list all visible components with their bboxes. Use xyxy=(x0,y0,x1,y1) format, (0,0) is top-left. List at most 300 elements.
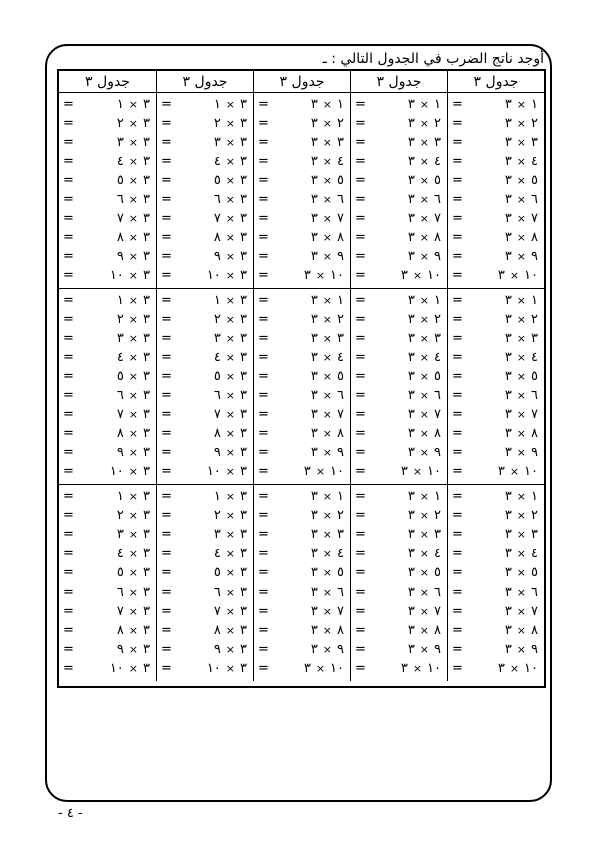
multiplication-problem xyxy=(63,230,150,246)
multiplier-value: ٣ xyxy=(504,230,512,246)
times-sign: × xyxy=(509,269,520,283)
multiplier-value: ٣ xyxy=(240,292,247,308)
equals-sign: = xyxy=(258,388,269,404)
row-number: ٣ xyxy=(116,330,124,346)
multiplication-problem xyxy=(258,585,344,601)
row-number: ١ xyxy=(116,96,124,112)
multiplication-problem xyxy=(452,642,538,658)
multiplier-value: ٣ xyxy=(240,115,247,131)
row-number: ٨ xyxy=(337,426,344,442)
equals-sign: = xyxy=(258,330,269,346)
times-sign: × xyxy=(225,604,236,618)
row-number: ١٠ xyxy=(427,268,441,284)
times-sign: × xyxy=(516,212,527,226)
multiplication-problem xyxy=(452,268,538,284)
multiplication-problem xyxy=(452,331,538,347)
equals-sign: = xyxy=(452,211,463,227)
row-number: ٣ xyxy=(116,134,124,150)
problem-expression xyxy=(311,508,344,524)
row-number: ٢ xyxy=(337,311,344,327)
multiplier-value: ٣ xyxy=(407,96,415,112)
multiplier-value: ٣ xyxy=(407,368,415,384)
row-number: ٤ xyxy=(531,153,538,169)
multiplier-value: ٣ xyxy=(504,488,512,504)
multiplication-problem xyxy=(258,192,344,208)
times-sign: × xyxy=(419,427,430,441)
multiplication-problem xyxy=(355,173,441,189)
equals-sign: = xyxy=(355,172,366,188)
row-number: ٤ xyxy=(531,546,538,562)
row-number: ٣ xyxy=(434,526,441,542)
multiplier-value: ٣ xyxy=(240,526,247,542)
row-number: ٧ xyxy=(531,603,538,619)
instruction-text: أوجد ناتج الضرب في الجدول التالي : ـ xyxy=(322,51,544,67)
equals-sign: = xyxy=(452,388,463,404)
multiplication-problem xyxy=(452,546,538,562)
multiplication-problem xyxy=(63,331,150,347)
multiplier-value: ٣ xyxy=(240,153,247,169)
row-number: ٥ xyxy=(213,565,221,581)
equals-sign: = xyxy=(258,172,269,188)
multiplication-problem xyxy=(355,135,441,151)
equals-sign: = xyxy=(161,153,172,169)
row-number: ٣ xyxy=(434,134,441,150)
times-sign: × xyxy=(322,331,333,345)
multiplication-problem xyxy=(258,331,344,347)
times-sign: × xyxy=(419,389,430,403)
equals-sign: = xyxy=(161,464,172,480)
times-sign: × xyxy=(128,231,139,245)
times-sign: × xyxy=(322,389,333,403)
equals-sign: = xyxy=(355,249,366,265)
equals-sign: = xyxy=(161,192,172,208)
multiplier-value: ٣ xyxy=(143,426,150,442)
multiplier-value: ٣ xyxy=(407,292,415,308)
equals-sign: = xyxy=(63,426,74,442)
problem-expression xyxy=(214,135,247,151)
equals-sign: = xyxy=(161,230,172,246)
equals-sign: = xyxy=(63,330,74,346)
equals-sign: = xyxy=(63,622,74,638)
multiplier-value: ٣ xyxy=(143,268,150,284)
multiplier-value: ٣ xyxy=(504,172,512,188)
times-sign: × xyxy=(516,250,527,264)
row-number: ٣ xyxy=(337,526,344,542)
row-number: ٦ xyxy=(531,192,538,208)
multiplier-value: ٣ xyxy=(310,507,318,523)
multiplication-problem xyxy=(452,565,538,581)
times-sign: × xyxy=(128,389,139,403)
equals-sign: = xyxy=(355,115,366,131)
multiplication-problem xyxy=(63,369,150,385)
multiplication-problem xyxy=(161,464,247,480)
multiplier-value: ٣ xyxy=(504,584,512,600)
equals-sign: = xyxy=(258,565,269,581)
multiplier-value: ٣ xyxy=(310,292,318,308)
times-sign: × xyxy=(225,566,236,580)
multiplier-value: ٣ xyxy=(504,507,512,523)
multiplication-problem xyxy=(161,331,247,347)
problem-expression xyxy=(214,623,247,639)
multiplication-problem xyxy=(355,154,441,170)
equals-sign: = xyxy=(258,642,269,658)
multiplier-value: ٣ xyxy=(310,642,318,658)
times-sign: × xyxy=(419,154,430,168)
problem-expression xyxy=(401,464,441,480)
problem-expression xyxy=(505,407,538,423)
problem-expression xyxy=(401,661,441,677)
times-sign: × xyxy=(128,547,139,561)
multiplication-problem xyxy=(258,135,344,151)
equals-sign: = xyxy=(355,330,366,346)
problem-expression xyxy=(311,546,344,562)
problem-expression xyxy=(408,116,441,132)
times-sign: × xyxy=(419,212,430,226)
equals-sign: = xyxy=(63,192,74,208)
multiplication-problem xyxy=(355,97,441,113)
row-number: ٦ xyxy=(337,584,344,600)
problem-expression xyxy=(408,508,441,524)
row-number: ٦ xyxy=(531,388,538,404)
times-sign: × xyxy=(128,446,139,460)
multiplication-problem xyxy=(355,527,441,543)
multiplier-value: ٣ xyxy=(240,268,247,284)
multiplier-value: ٣ xyxy=(240,311,247,327)
multiplication-problem xyxy=(355,249,441,265)
times-sign: × xyxy=(419,623,430,637)
multiplication-problem xyxy=(355,388,441,404)
row-number: ٣ xyxy=(213,526,221,542)
multiplier-value: ٣ xyxy=(504,526,512,542)
multiplier-value: ٣ xyxy=(310,153,318,169)
equals-sign: = xyxy=(355,349,366,365)
multiplier-value: ٣ xyxy=(143,388,150,404)
times-sign: × xyxy=(322,312,333,326)
problem-expression xyxy=(311,230,344,246)
times-sign: × xyxy=(516,97,527,111)
equals-sign: = xyxy=(258,268,269,284)
problem-expression xyxy=(505,369,538,385)
multiplication-problem xyxy=(452,464,538,480)
times-sign: × xyxy=(322,585,333,599)
multiplier-value: ٣ xyxy=(240,230,247,246)
table-block-cell xyxy=(59,289,156,485)
multiplier-value: ٣ xyxy=(310,445,318,461)
multiplier-value: ٣ xyxy=(310,349,318,365)
equals-sign: = xyxy=(258,115,269,131)
times-sign: × xyxy=(128,269,139,283)
equals-sign: = xyxy=(63,388,74,404)
multiplier-value: ٣ xyxy=(407,230,415,246)
equals-sign: = xyxy=(355,526,366,542)
problem-expression xyxy=(311,527,344,543)
times-sign: × xyxy=(322,193,333,207)
multiplication-problem xyxy=(452,173,538,189)
equals-sign: = xyxy=(452,565,463,581)
times-sign: × xyxy=(128,465,139,479)
row-number: ١ xyxy=(213,96,221,112)
row-number: ٣ xyxy=(531,526,538,542)
table-block-cell xyxy=(253,485,350,681)
multiplier-value: ٣ xyxy=(240,211,247,227)
times-sign: × xyxy=(128,566,139,580)
multiplier-value: ٣ xyxy=(310,368,318,384)
multiplier-value: ٣ xyxy=(143,407,150,423)
equals-sign: = xyxy=(258,661,269,677)
problem-expression xyxy=(214,173,247,189)
equals-sign: = xyxy=(355,96,366,112)
multiplication-problem xyxy=(161,154,247,170)
times-sign: × xyxy=(225,585,236,599)
multiplication-problem xyxy=(161,508,247,524)
multiplier-value: ٣ xyxy=(310,388,318,404)
times-sign: × xyxy=(225,116,236,130)
problem-expression xyxy=(408,623,441,639)
equals-sign: = xyxy=(355,565,366,581)
times-sign: × xyxy=(419,97,430,111)
multiplier-value: ٣ xyxy=(143,172,150,188)
times-sign: × xyxy=(225,662,236,676)
problem-expression xyxy=(117,369,150,385)
multiplication-problem xyxy=(355,192,441,208)
equals-sign: = xyxy=(355,488,366,504)
problem-expression xyxy=(505,388,538,404)
equals-sign: = xyxy=(161,526,172,542)
row-number: ١٠ xyxy=(524,464,538,480)
problem-expression xyxy=(311,407,344,423)
times-sign: × xyxy=(128,154,139,168)
row-number: ٦ xyxy=(116,192,124,208)
times-sign: × xyxy=(516,369,527,383)
row-number: ٢ xyxy=(531,115,538,131)
problem-expression xyxy=(505,527,538,543)
problem-expression xyxy=(214,154,247,170)
row-number: ٧ xyxy=(116,211,124,227)
times-sign: × xyxy=(419,350,430,364)
problem-expression xyxy=(408,230,441,246)
multiplier-value: ٣ xyxy=(240,349,247,365)
problem-expression xyxy=(505,445,538,461)
problem-expression xyxy=(498,268,538,284)
multiplication-problem xyxy=(63,192,150,208)
problem-expression xyxy=(408,445,441,461)
multiplier-value: ٣ xyxy=(143,661,150,677)
times-sign: × xyxy=(516,643,527,657)
times-sign: × xyxy=(516,293,527,307)
multiplication-problem xyxy=(258,154,344,170)
times-sign: × xyxy=(225,331,236,345)
times-sign: × xyxy=(128,427,139,441)
equals-sign: = xyxy=(355,211,366,227)
multiplier-value: ٣ xyxy=(407,584,415,600)
problem-expression xyxy=(408,489,441,505)
equals-sign: = xyxy=(258,464,269,480)
multiplier-value: ٣ xyxy=(240,488,247,504)
row-number: ١٠ xyxy=(206,661,221,677)
multiplier-value: ٣ xyxy=(240,584,247,600)
multiplication-problem xyxy=(452,312,538,328)
problem-expression xyxy=(117,192,150,208)
times-sign: × xyxy=(128,408,139,422)
table-block-cell xyxy=(59,93,156,289)
multiplication-problem xyxy=(161,116,247,132)
times-sign: × xyxy=(128,623,139,637)
row-number: ٤ xyxy=(116,153,124,169)
multiplication-problem xyxy=(63,249,150,265)
times-sign: × xyxy=(509,662,520,676)
multiplier-value: ٣ xyxy=(407,526,415,542)
multiplier-value: ٣ xyxy=(504,311,512,327)
row-number: ٤ xyxy=(213,546,221,562)
multiplication-problem xyxy=(161,527,247,543)
problem-expression xyxy=(505,604,538,620)
row-number: ٤ xyxy=(434,349,441,365)
multiplication-problem xyxy=(258,312,344,328)
equals-sign: = xyxy=(63,584,74,600)
multiplication-problem xyxy=(452,445,538,461)
times-sign: × xyxy=(419,446,430,460)
multiplication-problem xyxy=(355,546,441,562)
problem-expression xyxy=(214,230,247,246)
equals-sign: = xyxy=(258,426,269,442)
problem-expression xyxy=(117,527,150,543)
row-number: ١ xyxy=(116,488,124,504)
problem-expression xyxy=(505,293,538,309)
multiplier-value: ٣ xyxy=(143,230,150,246)
row-number: ٨ xyxy=(213,426,221,442)
row-number: ١ xyxy=(531,96,538,112)
multiplier-value: ٣ xyxy=(400,464,408,480)
multiplication-problem xyxy=(161,585,247,601)
problem-expression xyxy=(214,407,247,423)
equals-sign: = xyxy=(452,172,463,188)
table-block-cell xyxy=(59,485,156,681)
equals-sign: = xyxy=(63,211,74,227)
times-sign: × xyxy=(516,135,527,149)
multiplier-value: ٣ xyxy=(143,368,150,384)
equals-sign: = xyxy=(161,584,172,600)
row-number: ٣ xyxy=(116,526,124,542)
row-number: ٨ xyxy=(434,622,441,638)
times-sign: × xyxy=(322,350,333,364)
problem-expression xyxy=(117,135,150,151)
problem-expression xyxy=(311,369,344,385)
equals-sign: = xyxy=(63,230,74,246)
equals-sign: = xyxy=(258,230,269,246)
equals-sign: = xyxy=(452,642,463,658)
multiplication-problem xyxy=(63,135,150,151)
multiplication-problem xyxy=(258,642,344,658)
problem-expression xyxy=(408,312,441,328)
multiplication-problem xyxy=(161,546,247,562)
row-number: ٦ xyxy=(116,584,124,600)
multiplier-value: ٣ xyxy=(504,330,512,346)
problem-expression xyxy=(311,426,344,442)
multiplier-value: ٣ xyxy=(504,153,512,169)
multiplication-problem xyxy=(452,116,538,132)
problem-expression xyxy=(505,426,538,442)
equals-sign: = xyxy=(161,546,172,562)
problem-expression xyxy=(311,312,344,328)
times-sign: × xyxy=(225,135,236,149)
equals-sign: = xyxy=(355,230,366,246)
multiplication-problem xyxy=(161,604,247,620)
multiplication-problem xyxy=(161,661,247,677)
multiplier-value: ٣ xyxy=(240,426,247,442)
multiplication-problem xyxy=(355,508,441,524)
multiplier-value: ٣ xyxy=(310,115,318,131)
multiplier-value: ٣ xyxy=(504,445,512,461)
times-sign: × xyxy=(128,604,139,618)
times-sign: × xyxy=(322,408,333,422)
row-number: ٦ xyxy=(337,388,344,404)
problem-expression xyxy=(117,565,150,581)
problem-expression xyxy=(408,407,441,423)
equals-sign: = xyxy=(355,292,366,308)
row-number: ٩ xyxy=(531,249,538,265)
multiplier-value: ٣ xyxy=(143,330,150,346)
row-number: ٥ xyxy=(116,368,124,384)
equals-sign: = xyxy=(161,134,172,150)
multiplier-value: ٣ xyxy=(504,249,512,265)
multiplier-value: ٣ xyxy=(240,134,247,150)
equals-sign: = xyxy=(355,388,366,404)
times-sign: × xyxy=(516,350,527,364)
equals-sign: = xyxy=(355,368,366,384)
row-number: ٥ xyxy=(116,565,124,581)
multiplication-problem xyxy=(63,116,150,132)
multiplication-problem xyxy=(63,293,150,309)
multiplication-problem xyxy=(63,426,150,442)
equals-sign: = xyxy=(355,622,366,638)
multiplier-value: ٣ xyxy=(143,134,150,150)
problem-expression xyxy=(408,642,441,658)
multiplication-problem xyxy=(452,350,538,366)
multiplier-value: ٣ xyxy=(143,603,150,619)
row-number: ٨ xyxy=(213,230,221,246)
table-block-cell xyxy=(156,289,253,485)
times-sign: × xyxy=(128,662,139,676)
times-sign: × xyxy=(322,527,333,541)
row-number: ١٠ xyxy=(109,661,124,677)
times-sign: × xyxy=(419,293,430,307)
multiplier-value: ٣ xyxy=(143,211,150,227)
times-sign: × xyxy=(225,212,236,226)
equals-sign: = xyxy=(63,661,74,677)
times-sign: × xyxy=(516,508,527,522)
equals-sign: = xyxy=(452,192,463,208)
multiplier-value: ٣ xyxy=(240,622,247,638)
row-number: ٥ xyxy=(531,368,538,384)
problem-expression xyxy=(214,369,247,385)
row-number: ٥ xyxy=(434,368,441,384)
multiplication-problem xyxy=(258,464,344,480)
multiplier-value: ٣ xyxy=(310,211,318,227)
times-sign: × xyxy=(128,293,139,307)
multiplication-problem xyxy=(161,489,247,505)
equals-sign: = xyxy=(161,211,172,227)
problem-expression xyxy=(408,135,441,151)
problem-expression xyxy=(311,173,344,189)
row-number: ١ xyxy=(531,292,538,308)
row-number: ٩ xyxy=(213,249,221,265)
problem-expression xyxy=(505,623,538,639)
times-sign: × xyxy=(419,566,430,580)
row-number: ٢ xyxy=(116,507,124,523)
times-sign: × xyxy=(128,193,139,207)
equals-sign: = xyxy=(452,268,463,284)
problem-expression xyxy=(311,642,344,658)
